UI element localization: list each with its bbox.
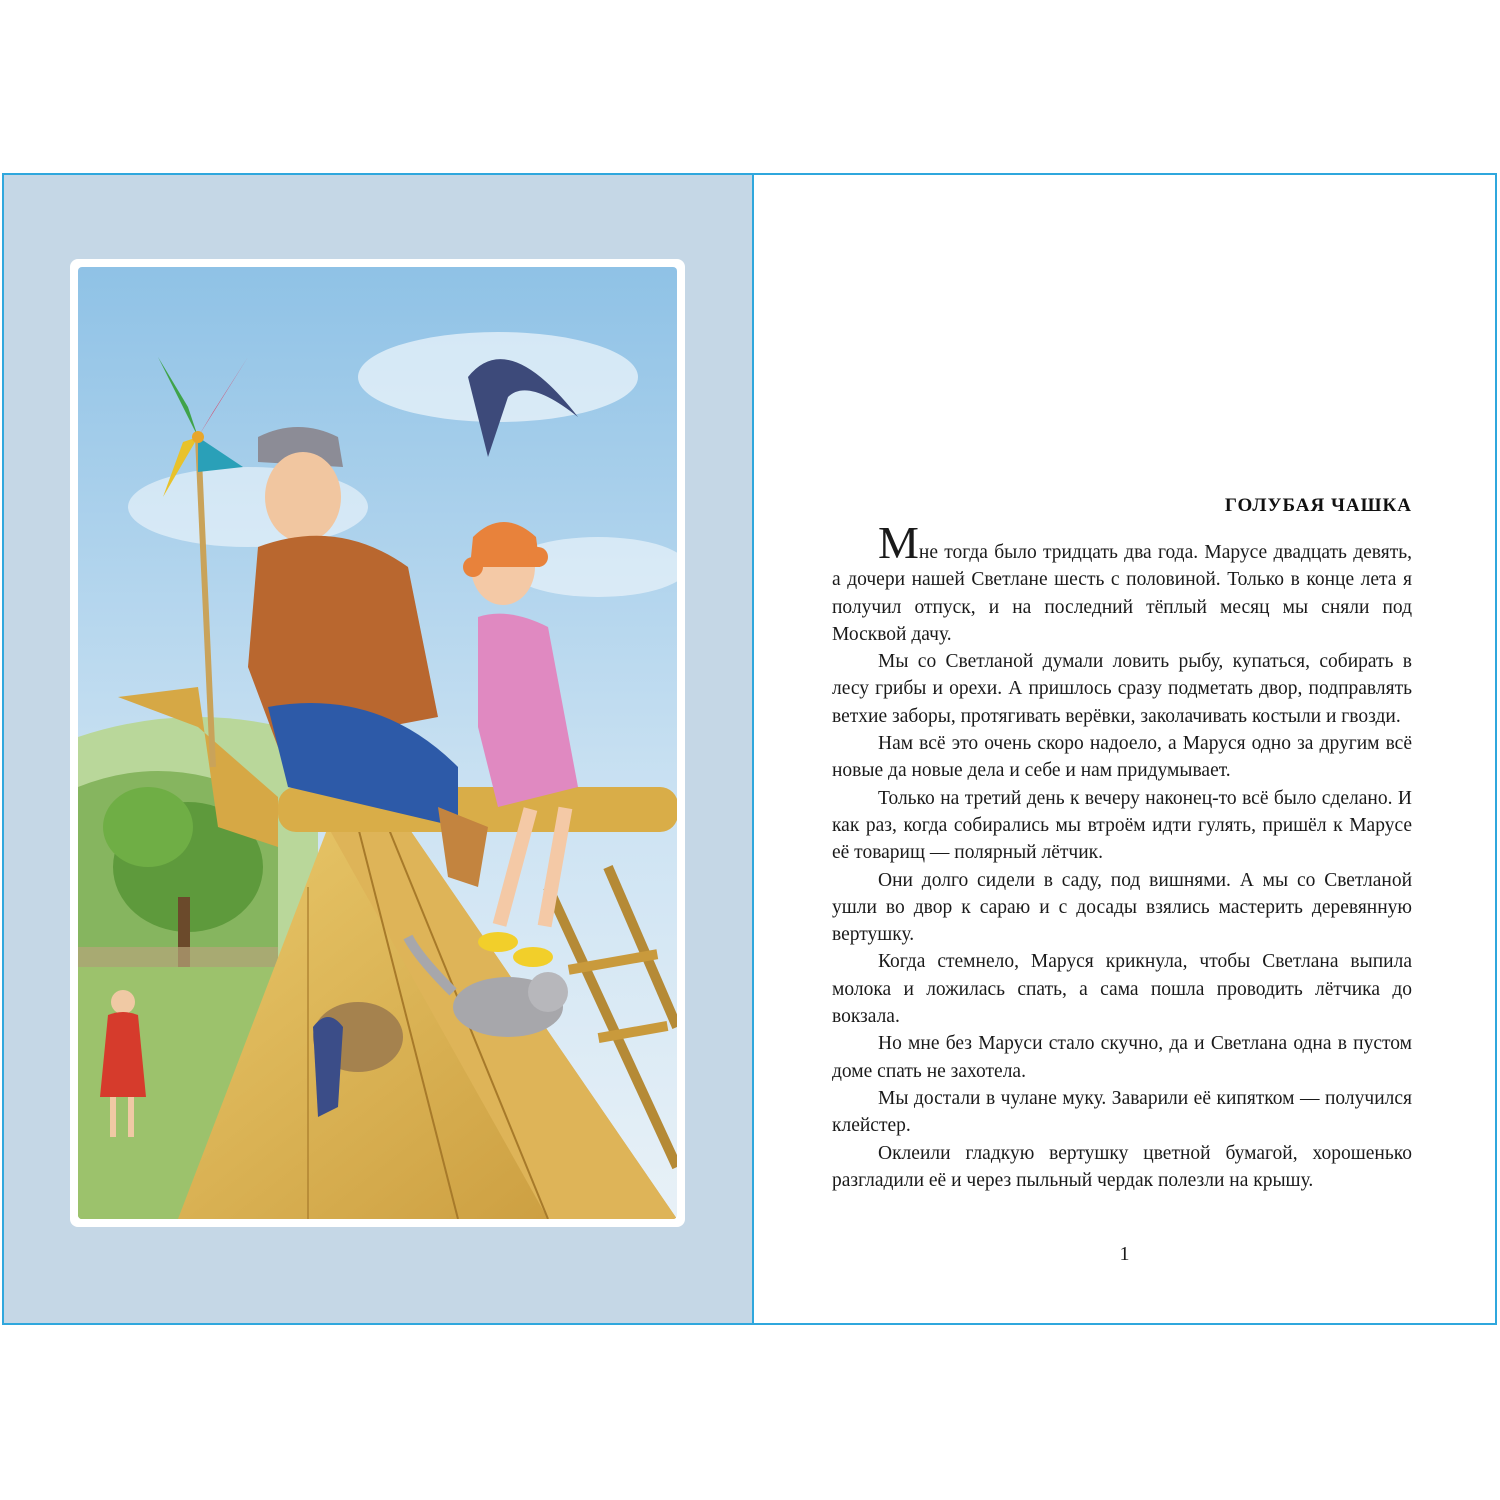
- paragraph-first: [832, 517, 1412, 648]
- page-number: 1: [1119, 1243, 1130, 1265]
- left-page: [4, 175, 752, 1323]
- paragraph: Но мне без Маруси стало скучно, да и Светлана одна в пустом доме спать не захотела.: [832, 1033, 1412, 1082]
- illustration-frame: [70, 259, 685, 1227]
- paragraph: Они долго сидели в саду, под вишнями. А мы со Светланой ушли во двор к сараю и с досады взялись мастерить деревянную вертушку.: [832, 869, 1412, 946]
- paragraph: Мы со Светланой думали ловить рыбу, купаться, собирать в лесу грибы и орехи. А пришлось сразу подметать двор, подправлять ветхие заборы, протягивать верёвки, заколачивать костыли и гвозди.: [832, 651, 1412, 727]
- text-block: [832, 517, 1412, 1194]
- paragraph: Когда стемнело, Маруся крикнула, чтобы Светлана выпила молока и ложилась спать, а сама пошла проводить лётчика до вокзала.: [832, 951, 1412, 1028]
- chapter-title: ГОЛУБАЯ ЧАШКА: [1224, 495, 1412, 516]
- illustration-picture: [78, 267, 677, 1219]
- right-page: [754, 175, 1495, 1323]
- paragraph: Оклеили гладкую вертушку цветной бумагой, хорошенько разгладили её и через пыльный чердак полезли на крышу.: [832, 1142, 1412, 1191]
- drop-cap: М: [878, 517, 919, 568]
- paragraph-first-text: не тогда было тридцать два года. Марусе двадцать девять, а дочери нашей Светлане шесть с половиной. Только в конце лета я получил отпуск, и на последний тёплый месяц мы сняли под Москвой дачу.: [832, 542, 1412, 645]
- paragraph: Нам всё это очень скоро надоело, а Маруся одно за другим всё новые да новые дела и себе и нам придумывает.: [832, 733, 1412, 782]
- paragraph: Только на третий день к вечеру наконец-то всё было сделано. И как раз, когда собирались мы втроём идти гулять, пришёл к Марусе её товарищ — полярный лётчик.: [832, 787, 1412, 864]
- paragraph: Мы достали в чулане муку. Заварили её кипятком — получился клейстер.: [832, 1087, 1412, 1137]
- book-spread: [2, 173, 1497, 1325]
